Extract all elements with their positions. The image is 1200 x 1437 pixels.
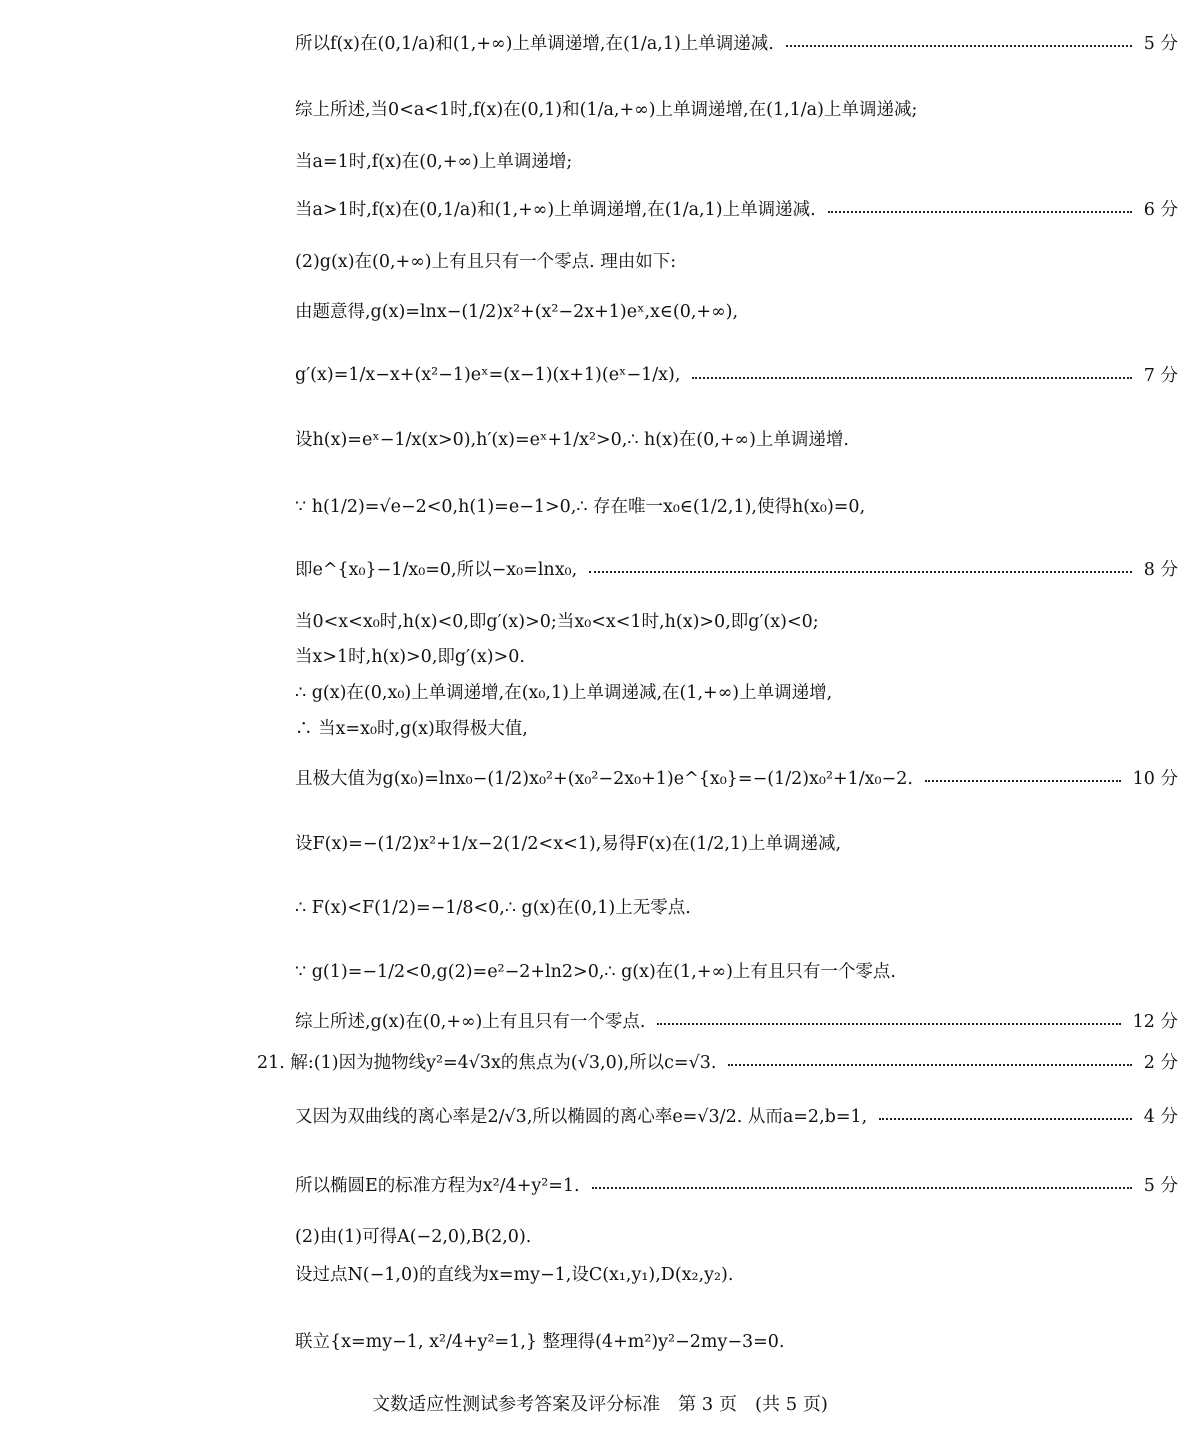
page-footer: 文数适应性测试参考答案及评分标准 第 3 页 (共 5 页) bbox=[372, 1394, 828, 1415]
score: 8 分 bbox=[1143, 560, 1178, 580]
line-22 bbox=[295, 1172, 1178, 1197]
line-text: 当0<x<x₀时,h(x)<0,即g′(x)>0;当x₀<x<1时,h(x)>0,即g′(x)<0; bbox=[295, 612, 819, 632]
line-16 bbox=[295, 830, 1178, 855]
score: 5 分 bbox=[1143, 34, 1178, 54]
score: 10 分 bbox=[1132, 769, 1178, 789]
score: 12 分 bbox=[1132, 1012, 1178, 1032]
score: 6 分 bbox=[1143, 200, 1178, 220]
line-text: (2)g(x)在(0,+∞)上有且只有一个零点. 理由如下: bbox=[295, 252, 677, 272]
line-text: 综上所述,g(x)在(0,+∞)上有且只有一个零点. bbox=[295, 1012, 646, 1032]
line-11 bbox=[295, 608, 1178, 633]
line-8 bbox=[295, 426, 1178, 451]
dot-leader bbox=[589, 571, 1132, 573]
line-text: 所以椭圆E的标准方程为x²/4+y²=1. bbox=[295, 1176, 580, 1196]
line-text: 所以f(x)在(0,1/a)和(1,+∞)上单调递增,在(1/a,1)上单调递减. bbox=[295, 34, 774, 54]
score: 2 分 bbox=[1143, 1053, 1178, 1073]
line-text: 当a=1时,f(x)在(0,+∞)上单调递增; bbox=[295, 152, 573, 172]
line-text: ∴ 当x=x₀时,g(x)取得极大值, bbox=[295, 719, 528, 739]
line-4 bbox=[295, 196, 1178, 221]
line-text: 21. 解:(1)因为抛物线y²=4√3x的焦点为(√3,0),所以c=√3. bbox=[257, 1053, 717, 1073]
line-20 bbox=[257, 1049, 1178, 1074]
line-12 bbox=[295, 643, 1178, 668]
line-text: 当a>1时,f(x)在(0,1/a)和(1,+∞)上单调递增,在(1/a,1)上单调递减. bbox=[295, 200, 816, 220]
line-text: ∴ g(x)在(0,x₀)上单调递增,在(x₀,1)上单调递减,在(1,+∞)上单调递增, bbox=[295, 683, 833, 703]
line-text: 又因为双曲线的离心率是2/√3,所以椭圆的离心率e=√3/2. 从而a=2,b=1, bbox=[295, 1107, 868, 1127]
score: 5 分 bbox=[1143, 1176, 1178, 1196]
line-text: 即e^{x₀}−1/x₀=0,所以−x₀=lnx₀, bbox=[295, 560, 578, 580]
line-text: 综上所述,当0<a<1时,f(x)在(0,1)和(1/a,+∞)上单调递增,在(1,1/a)上单调递减; bbox=[295, 100, 918, 120]
line-14 bbox=[295, 715, 1178, 740]
line-13 bbox=[295, 679, 1178, 704]
line-23 bbox=[295, 1223, 1178, 1248]
line-text: 设h(x)=eˣ−1/x(x>0),h′(x)=eˣ+1/x²>0,∴ h(x)在(0,+∞)上单调递增. bbox=[295, 430, 849, 450]
line-2 bbox=[295, 96, 1178, 121]
line-text: (2)由(1)可得A(−2,0),B(2,0). bbox=[295, 1227, 532, 1247]
line-text: 设F(x)=−(1/2)x²+1/x−2(1/2<x<1),易得F(x)在(1/2,1)上单调递减, bbox=[295, 834, 842, 854]
score: 4 分 bbox=[1143, 1107, 1178, 1127]
line-19 bbox=[295, 1008, 1178, 1033]
dot-leader bbox=[728, 1064, 1131, 1066]
line-text: g′(x)=1/x−x+(x²−1)eˣ=(x−1)(x+1)(eˣ−1/x), bbox=[295, 364, 681, 385]
line-text: ∴ F(x)<F(1/2)=−1/8<0,∴ g(x)在(0,1)上无零点. bbox=[295, 898, 691, 918]
line-17 bbox=[295, 894, 1178, 919]
line-9 bbox=[295, 493, 1178, 518]
line-5 bbox=[295, 248, 1178, 273]
line-18 bbox=[295, 958, 1178, 983]
dot-leader bbox=[592, 1187, 1132, 1189]
dot-leader bbox=[828, 211, 1132, 213]
score: 7 分 bbox=[1143, 366, 1178, 386]
dot-leader bbox=[925, 780, 1121, 782]
dot-leader bbox=[786, 45, 1132, 47]
line-10 bbox=[295, 556, 1178, 581]
line-6 bbox=[295, 298, 1178, 323]
line-7 bbox=[295, 362, 1178, 387]
line-3 bbox=[295, 148, 1178, 173]
line-text: 联立{x=my−1, x²/4+y²=1,} 整理得(4+m²)y²−2my−3=0. bbox=[295, 1332, 785, 1352]
dot-leader bbox=[657, 1023, 1120, 1025]
line-text: 且极大值为g(x₀)=lnx₀−(1/2)x₀²+(x₀²−2x₀+1)e^{x₀}=−(1/2)x₀²+1/x₀−2. bbox=[295, 769, 913, 789]
line-text: ∵ h(1/2)=√e−2<0,h(1)=e−1>0,∴ 存在唯一x₀∈(1/2,1),使得h(x₀)=0, bbox=[295, 497, 866, 517]
line-1 bbox=[295, 30, 1178, 55]
line-21 bbox=[295, 1103, 1178, 1128]
line-text: 设过点N(−1,0)的直线为x=my−1,设C(x₁,y₁),D(x₂,y₂). bbox=[295, 1265, 734, 1285]
dot-leader bbox=[879, 1118, 1132, 1120]
line-text: ∵ g(1)=−1/2<0,g(2)=e²−2+ln2>0,∴ g(x)在(1,+∞)上有且只有一个零点. bbox=[295, 962, 896, 982]
dot-leader bbox=[692, 377, 1131, 379]
line-text: 由题意得,g(x)=lnx−(1/2)x²+(x²−2x+1)eˣ,x∈(0,+∞), bbox=[295, 302, 739, 322]
line-15 bbox=[295, 765, 1178, 790]
line-24 bbox=[295, 1261, 1178, 1286]
line-text: 当x>1时,h(x)>0,即g′(x)>0. bbox=[295, 647, 525, 667]
line-25 bbox=[295, 1328, 1178, 1353]
